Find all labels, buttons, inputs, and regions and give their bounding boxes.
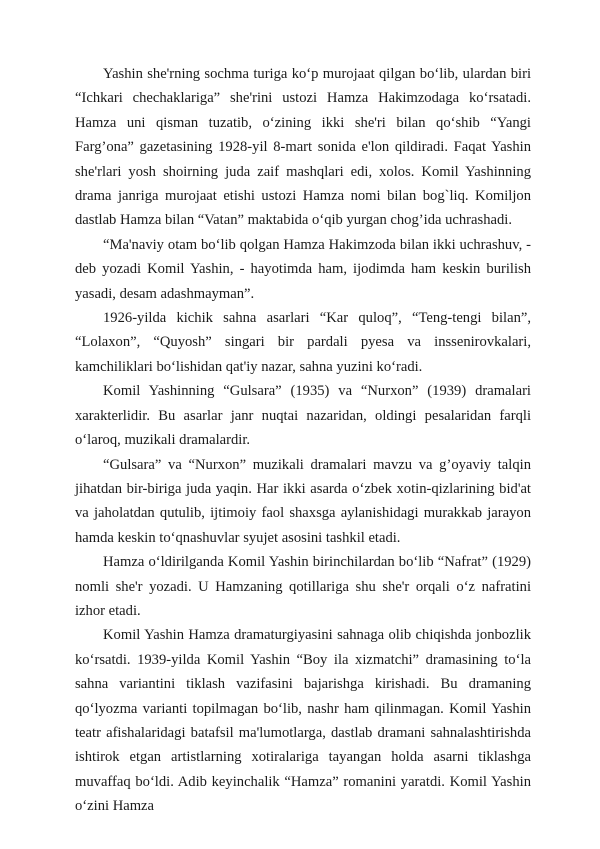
paragraph: Komil Yashinning “Gulsara” (1935) va “Nurxon” (1939) dramalari xarakterlidir. Bu asarlar janr nuqtai nazaridan, oldingi pesalaridan farqli o‘laroq, muzikali dramalardir. [75,383,531,449]
paragraph: Komil Yashin Hamza dramaturgiyasini sahnaga olib chiqishda jonbozlik ko‘rsatdi. 1939-yilda Komil Yashin “Boy ila xizmatchi” dramasining to‘la sahna variantini tiklash vazifasini bajarishga kirishadi. Bu dramaning qo‘lyozma varianti topilmagan bo‘lib, nashr ham qilinmagan. Komil Yashin teatr afishalaridagi batafsil ma'lumotlarga, dastlab dramani sahnalashtirishda ishtirok etgan artistlarning xotiralariga tayangan holda asarni tiklashga muvaffaq bo‘ldi. Adib keyinchalik “Hamza” romanini yaratdi. Komil Yashin o‘zini Hamza [75,627,531,815]
paragraph: Yashin she'rning sochma turiga ko‘p murojaat qilgan bo‘lib, ulardan biri “Ichkari chechaklariga” she'rini ustozi Hamza Hakimzodaga ko‘rsatadi. Hamza uni qisman tuzatib, o‘zining ikki she'ri bilan qo‘shib “Yangi Farg’ona” gazetasining 1928-yil 8-mart sonida e'lon qildiradi. Faqat Yashin she'rlari yosh shoirning juda zaif mashqlari edi, xolos. Komil Yashinning drama janriga murojaat etishi ustozi Hamza nomi bilan bog`liq. Komiljon dastlab Hamza bilan “Vatan” maktabida o‘qib yurgan chog’ida uchrashadi. [75,66,531,229]
paragraph: 1926-yilda kichik sahna asarlari “Kar quloq”, “Teng-tengi bilan”, “Lolaxon”, “Quyosh” singari bir pardali pyesa va inssenirovkalari, kamchiliklari bo‘lishidan qat'iy nazar, sahna yuzini ko‘radi. [75,310,531,375]
document-page [75,62,531,819]
paragraph: “Ma'naviy otam bo‘lib qolgan Hamza Hakimzoda bilan ikki uchrashuv, - deb yozadi Komil Yashin, - hayotimda ham, ijodimda ham keskin burilish yasadi, desam adashmayman”. [75,236,531,302]
paragraph: “Gulsara” va “Nurxon” muzikali dramalari mavzu va g’oyaviy talqin jihatdan bir-biriga juda yaqin. Har ikki asarda o‘zbek xotin-qizlarining bid'at va jaholatdan qutulib, ijtimoiy faol shaxsga aylanishidagi murakkab jarayon hamda keskin to‘qnashuvlar syujet asosini tashkil etadi. [75,456,531,546]
paragraph: Hamza o‘ldirilganda Komil Yashin birinchilardan bo‘lib “Nafrat” (1929) nomli she'r yozadi. U Hamzaning qotillariga shu she'r orqali o‘z nafratini izhor etadi. [75,554,531,619]
